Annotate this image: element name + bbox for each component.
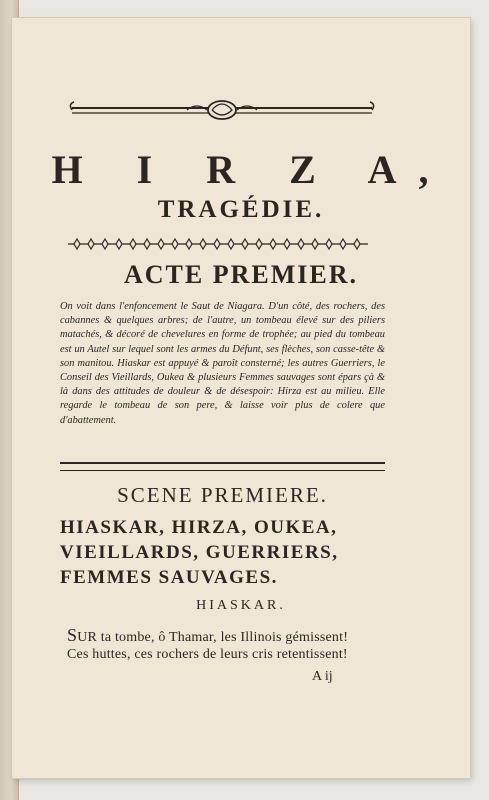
cast-line: FEMMES SAUVAGES. [60, 567, 278, 588]
play-title: H I R Z A, [51, 147, 451, 192]
double-rule-divider [60, 462, 385, 471]
book-page [12, 18, 470, 778]
fleuron-row-ornament [62, 236, 377, 252]
stage-direction: On voit dans l'enfoncement le Saut de Niagara. D'un côté, des rochers, des cabannes & quelques arbres; de l'autre, un tombeau élevé sur des piliers matachés, & décoré de chevelures en forme de trophée; au pied du tombeau est un Autel sur lequel sont les armes du Défunt, ses flèches, son casse-tête & son manitou. Hiaskar est appuyé & paroît consterné; les autres Guerriers, le Conseil des Vieillards, Oukea & plusieurs Femmes sauvages sont épars çà & là dans des attitudes de douleur & de désespoir: Hirza est au milieu. Elle regarde le tombeau de son pere, & laisse voir plus de colere que d'abattement. [60, 301, 385, 426]
signature-mark: A ij [312, 669, 333, 684]
verse-initial-letter: S [67, 625, 78, 645]
verse-line: Ces huttes, ces rochers de leurs cris retentissent! [67, 647, 348, 662]
play-subtitle: TRAGÉDIE. [157, 196, 325, 223]
cast-list [60, 515, 390, 590]
speaker-name: HIASKAR. [196, 598, 286, 613]
cast-line: HIASKAR, HIRZA, OUKEA, [60, 517, 338, 538]
cast-line: VIEILLARDS, GUERRIERS, [60, 542, 339, 563]
verse-line [67, 625, 407, 646]
top-ornament [67, 98, 377, 124]
act-heading: ACTE PREMIER. [123, 260, 358, 289]
verse-text: UR ta tombe, ô Thamar, les Illinois gémissent! [77, 630, 349, 645]
scene-heading: SCENE PREMIERE. [117, 483, 328, 507]
